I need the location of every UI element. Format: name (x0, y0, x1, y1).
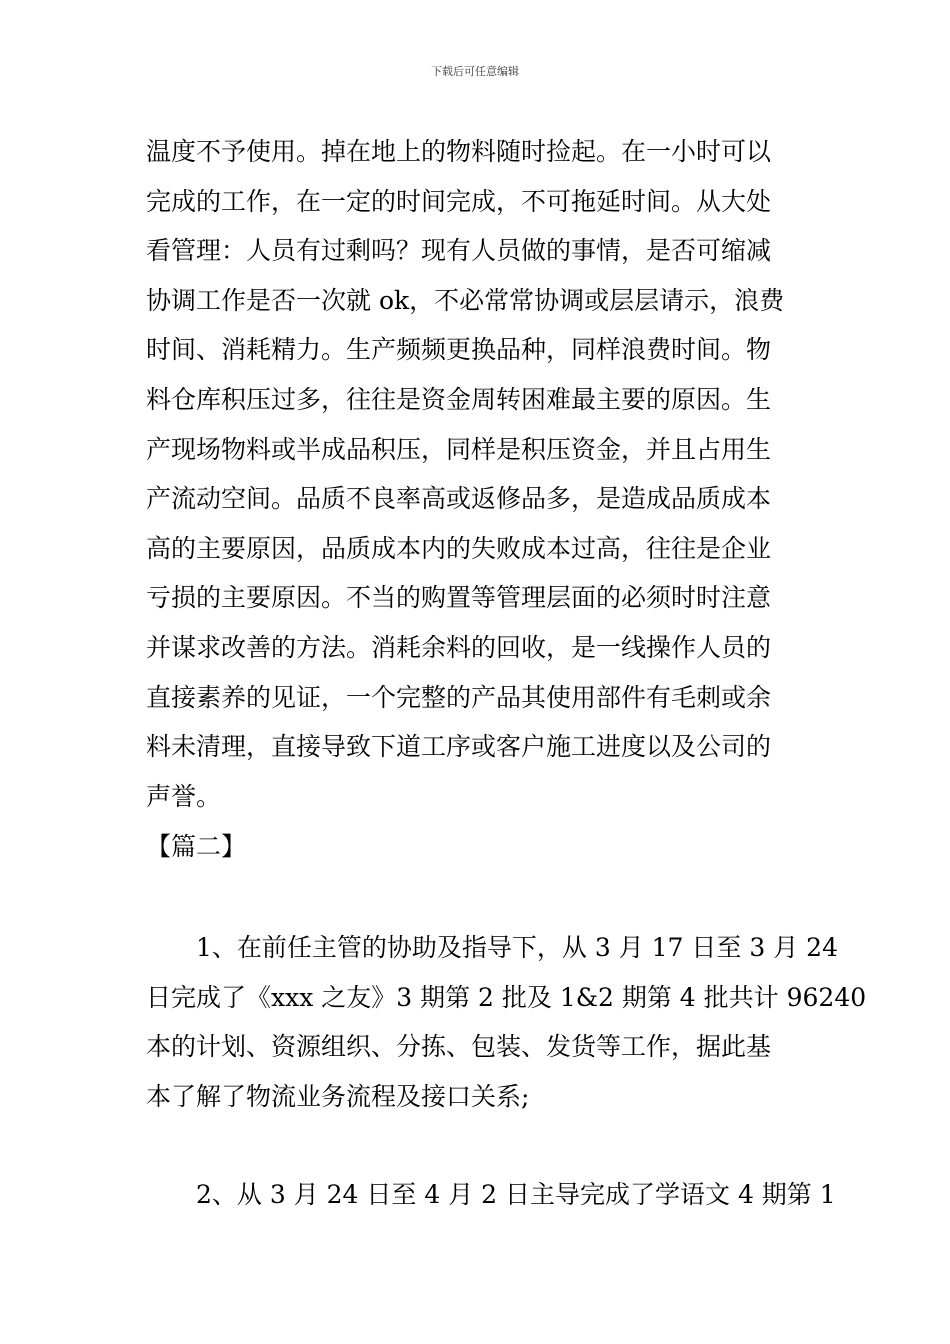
section-heading: 【篇二】 (146, 832, 247, 861)
text-line: 日完成了《xxx 之友》3 期第 2 批及 1&2 期第 4 批共计 96240 (146, 982, 867, 1012)
text-line: 时间、消耗精力。生产频频更换品种，同样浪费时间。物 (146, 335, 772, 365)
page-header: 下载后可任意编辑 (431, 65, 519, 78)
text-line: 声誉。 (146, 781, 222, 811)
text-line: 本的计划、资源组织、分拣、包装、发货等工作，据此基 (146, 1032, 772, 1062)
paragraph-1 (146, 127, 808, 821)
paragraph-3 (146, 1170, 836, 1220)
text-line: 亏损的主要原因。不当的购置等管理层面的必须时时注意 (146, 583, 772, 613)
paragraph-2 (146, 923, 867, 1121)
text-line: 1、在前任主管的协助及指导下，从 3 月 17 日至 3 月 24 (146, 933, 838, 962)
text-line: 2、从 3 月 24 日至 4 月 2 日主导完成了学语文 4 期第 1 (146, 1180, 836, 1209)
text-line: 本了解了物流业务流程及接口关系; (146, 1081, 530, 1111)
text-line: 看管理：人员有过剩吗？现有人员做的事情，是否可缩减 (146, 236, 772, 266)
text-line: 产流动空间。品质不良率高或返修品多，是造成品质成本 (146, 484, 772, 514)
text-line: 并谋求改善的方法。消耗余料的回收，是一线操作人员的 (146, 632, 772, 662)
text-line: 料未清理，直接导致下道工序或客户施工进度以及公司的 (146, 732, 772, 762)
text-line: 完成的工作，在一定的时间完成，不可拖延时间。从大处 (146, 186, 772, 216)
text-line: 协调工作是否一次就 ok，不必常常协调或层层请示，浪费 (146, 285, 785, 315)
text-line: 料仓库积压过多，往往是资金周转困难最主要的原因。生 (146, 384, 772, 414)
text-line: 直接素养的见证，一个完整的产品其使用部件有毛刺或余 (146, 682, 772, 712)
text-line: 产现场物料或半成品积压，同样是积压资金，并且占用生 (146, 434, 772, 464)
text-line: 高的主要原因，品质成本内的失败成本过高，往往是企业 (146, 533, 772, 563)
text-line: 温度不予使用。掉在地上的物料随时捡起。在一小时可以 (146, 137, 772, 166)
